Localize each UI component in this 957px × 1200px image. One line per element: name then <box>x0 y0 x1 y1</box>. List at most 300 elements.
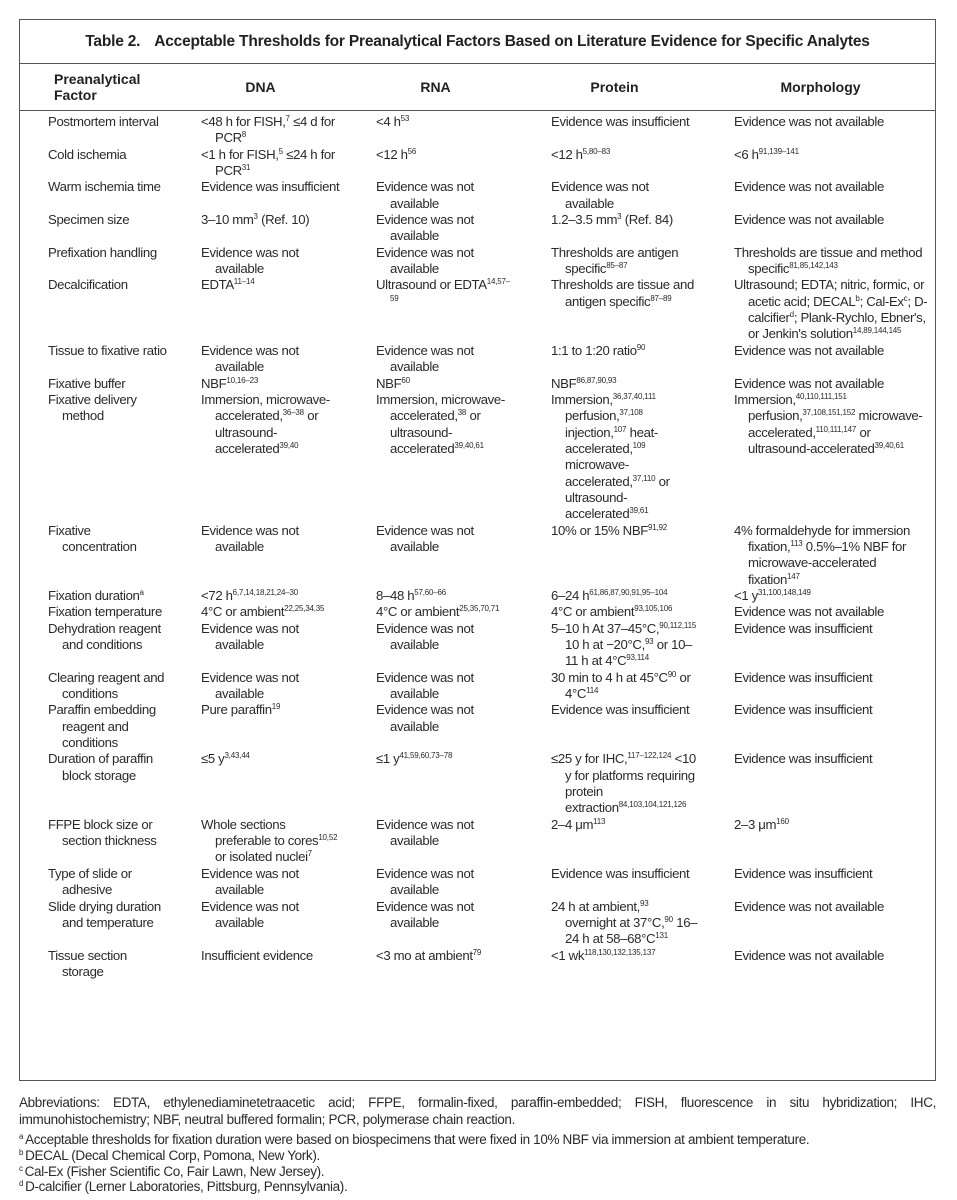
cell-morphology <box>706 588 935 604</box>
cell-content <box>376 114 517 130</box>
cell-text: Evidence was not available <box>734 898 884 914</box>
cell-content <box>551 343 700 359</box>
footnote <box>19 1132 936 1148</box>
cell-content <box>201 179 342 195</box>
cell-factor <box>20 277 173 342</box>
table-row <box>20 702 935 751</box>
cell-content <box>376 376 517 392</box>
reference-superscript: 31 <box>241 163 251 173</box>
cell-text: Evidence was not available <box>201 620 299 652</box>
table-row <box>20 147 935 180</box>
cell-text: <1 h for FISH, <box>201 146 279 162</box>
cell-text: Whole sections preferable to cores <box>201 816 319 849</box>
cell-text: Evidence was insufficient <box>734 669 873 685</box>
cell-dna <box>173 277 348 342</box>
cell-dna <box>173 899 348 948</box>
reference-superscript: 19 <box>271 702 281 712</box>
cell-text: Evidence was not available <box>376 620 474 652</box>
cell-content <box>201 114 342 147</box>
cell-text: Tissue section storage <box>48 947 127 979</box>
reference-superscript: 11–14 <box>233 277 255 287</box>
reference-superscript: a <box>139 587 144 597</box>
cell-text: Evidence was not available <box>201 669 299 702</box>
cell-dna <box>173 179 348 212</box>
cell-content <box>376 751 517 767</box>
cell-content <box>201 670 342 703</box>
table-title <box>20 20 935 64</box>
cell-text: perfusion, <box>748 408 803 424</box>
abbreviations-note: Abbreviations: EDTA, ethylenediaminetetraacetic acid; FFPE, formalin-fixed, paraffin-embedded; FISH, fluorescence in situ hybridization; IHC, immunohistochemistry; NBF, neutral buffered formalin; PCR, polymerase chain reaction. <box>19 1095 936 1127</box>
reference-superscript: 90 <box>667 669 677 679</box>
reference-superscript: 10,16–23 <box>226 375 259 385</box>
cell-protein <box>523 817 706 866</box>
table-row <box>20 670 935 703</box>
table-row <box>20 899 935 948</box>
cell-text: Evidence was not available <box>201 898 299 930</box>
cell-content <box>201 392 342 457</box>
reference-superscript: 38 <box>457 408 467 418</box>
cell-content <box>48 392 167 425</box>
cell-protein <box>523 899 706 948</box>
table-body <box>20 111 935 981</box>
footnote-text: D-calcifier (Lerner Laboratories, Pittsburg, Pennsylvania). <box>25 1179 348 1195</box>
cell-text: Evidence was not available <box>376 669 474 702</box>
cell-rna <box>348 523 523 588</box>
cell-content <box>734 817 929 833</box>
reference-superscript: 60 <box>401 375 410 385</box>
cell-text: Dehydration reagent and conditions <box>48 620 161 652</box>
cell-rna <box>348 245 523 278</box>
cell-text: heat-accelerated, <box>565 424 658 456</box>
cell-content <box>201 523 342 556</box>
cell-content <box>734 114 929 130</box>
header-dna: DNA <box>173 64 348 111</box>
table-row <box>20 376 935 392</box>
reference-superscript: 56 <box>407 146 417 156</box>
cell-morphology <box>706 702 935 751</box>
reference-superscript: 5,80–83 <box>582 146 611 156</box>
cell-protein <box>523 376 706 392</box>
table-row <box>20 948 935 981</box>
reference-superscript: b <box>855 293 860 303</box>
cell-text: Evidence was not available <box>376 179 474 211</box>
cell-content <box>551 277 700 310</box>
cell-text: Evidence was not available <box>376 816 474 849</box>
cell-text: <12 h <box>376 146 408 162</box>
cell-text: Evidence was not available <box>376 522 474 554</box>
reference-superscript: 93 <box>639 898 649 908</box>
cell-rna <box>348 751 523 816</box>
cell-content <box>376 948 517 964</box>
cell-content <box>48 212 167 228</box>
reference-superscript: 131 <box>655 931 668 941</box>
cell-content <box>551 899 700 948</box>
cell-dna <box>173 948 348 981</box>
cell-dna <box>173 523 348 588</box>
reference-superscript: 3,43,44 <box>224 751 250 761</box>
cell-content <box>551 392 700 523</box>
cell-text: Immersion, <box>551 391 613 407</box>
cell-text: 5–10 h At 37–45°C, <box>551 620 660 636</box>
cell-content <box>734 245 929 278</box>
cell-factor <box>20 948 173 981</box>
cell-content <box>48 621 167 654</box>
cell-dna <box>173 245 348 278</box>
table-row <box>20 866 935 899</box>
cell-rna <box>348 670 523 703</box>
cell-content <box>376 277 517 310</box>
cell-text: <4 h <box>376 114 401 129</box>
cell-text: microwave-accelerated, <box>565 457 633 489</box>
cell-dna <box>173 751 348 816</box>
cell-dna <box>173 212 348 245</box>
reference-superscript: 41,59,60,73–78 <box>399 751 453 761</box>
cell-text: Evidence was not available <box>376 342 474 375</box>
cell-content <box>551 212 700 228</box>
table-row <box>20 245 935 278</box>
cell-text: Evidence was not available <box>201 244 299 277</box>
cell-text: Evidence was insufficient <box>734 620 873 636</box>
cell-content <box>734 866 929 882</box>
reference-superscript: 36–38 <box>282 408 304 418</box>
cell-text: ≤25 y for IHC, <box>551 751 628 767</box>
cell-content <box>48 948 167 981</box>
cell-text: 0.5%–1% NBF for microwave-accelerated fixation <box>748 538 907 587</box>
cell-content <box>551 245 700 278</box>
reference-superscript: 7 <box>307 849 312 859</box>
cell-text: ; Plank-Rychlo, Ebner's, or Jenkin's solution <box>748 310 926 342</box>
cell-content <box>551 670 700 703</box>
cell-content <box>201 277 342 293</box>
cell-morphology <box>706 948 935 981</box>
cell-text: <1 y <box>734 587 758 603</box>
cell-morphology <box>706 817 935 866</box>
reference-superscript: 37,110 <box>632 473 656 483</box>
footnote <box>19 1148 936 1164</box>
cell-text: <72 h <box>201 587 233 603</box>
cell-text: Ultrasound; EDTA; nitric, formic, or acetic acid; DECAL <box>734 277 925 309</box>
cell-factor <box>20 751 173 816</box>
table-notes <box>19 1095 936 1195</box>
cell-text: <6 h <box>734 146 759 162</box>
cell-text: Prefixation handling <box>48 244 157 260</box>
cell-text: Evidence was not available <box>734 342 884 358</box>
cell-protein <box>523 245 706 278</box>
table-row <box>20 111 935 147</box>
cell-text: Pure paraffin <box>201 702 272 718</box>
cell-text: (Ref. 84) <box>621 212 673 228</box>
reference-superscript: 37,108 <box>619 408 643 418</box>
cell-content <box>734 392 929 457</box>
cell-factor <box>20 588 173 604</box>
reference-superscript: 79 <box>472 947 482 957</box>
reference-superscript: 40,110,111,151 <box>795 391 847 401</box>
cell-content <box>551 948 700 964</box>
reference-superscript: 90,112,115 <box>659 620 697 630</box>
cell-rna <box>348 899 523 948</box>
cell-text: 4% formaldehyde for immersion fixation, <box>734 522 911 554</box>
cell-protein <box>523 392 706 523</box>
cell-factor <box>20 817 173 866</box>
cell-protein <box>523 111 706 147</box>
cell-factor <box>20 621 173 670</box>
cell-content <box>376 817 517 850</box>
cell-text: Thresholds are tissue and antigen specific <box>551 277 694 309</box>
reference-superscript: 39,40 <box>279 440 299 450</box>
cell-content <box>48 604 167 620</box>
cell-text: Immersion, microwave-accelerated, <box>376 391 505 424</box>
thresholds-table <box>20 64 935 980</box>
table-row <box>20 343 935 376</box>
table-row <box>20 277 935 342</box>
cell-text: <3 mo at ambient <box>376 947 473 963</box>
cell-content <box>551 523 700 539</box>
cell-content <box>551 147 700 163</box>
cell-morphology <box>706 212 935 245</box>
cell-factor <box>20 899 173 948</box>
reference-superscript: 39,61 <box>629 506 649 516</box>
reference-superscript: 114 <box>586 686 599 696</box>
cell-rna <box>348 817 523 866</box>
cell-text: 30 min to 4 h at 45°C <box>551 669 668 685</box>
cell-rna <box>348 948 523 981</box>
cell-content <box>376 147 517 163</box>
reference-superscript: 14,89,144,145 <box>852 326 902 336</box>
cell-rna <box>348 588 523 604</box>
cell-text: ≤24 h for PCR <box>215 146 335 179</box>
cell-content <box>734 343 929 359</box>
cell-text: Paraffin embedding reagent and conditions <box>48 702 156 751</box>
footnote <box>19 1164 936 1180</box>
cell-text: or 4°C <box>565 669 691 702</box>
cell-text: 10 h at −20°C, <box>565 637 645 652</box>
reference-superscript: 90 <box>664 914 673 924</box>
reference-superscript: c <box>903 293 908 303</box>
reference-superscript: 147 <box>786 571 800 581</box>
cell-content <box>48 702 167 751</box>
cell-content <box>376 392 517 457</box>
cell-content <box>376 245 517 278</box>
footnote-text: Cal-Ex (Fisher Scientific Co, Fair Lawn, New Jersey). <box>24 1163 325 1179</box>
cell-text: Evidence was not available <box>734 212 884 228</box>
cell-text: 8–48 h <box>376 587 415 603</box>
cell-morphology <box>706 621 935 670</box>
cell-morphology <box>706 670 935 703</box>
footnote <box>19 1179 936 1195</box>
cell-content <box>48 588 167 604</box>
cell-text: 2–4 μm <box>551 816 594 832</box>
cell-factor <box>20 604 173 620</box>
cell-text: Fixative concentration <box>48 522 137 554</box>
cell-morphology <box>706 899 935 948</box>
reference-superscript: 160 <box>776 816 789 826</box>
cell-text: Evidence was not available <box>734 375 884 391</box>
cell-factor <box>20 866 173 899</box>
cell-text: Evidence was not available <box>376 898 474 930</box>
table-row <box>20 621 935 670</box>
table-row <box>20 604 935 620</box>
cell-content <box>48 277 167 293</box>
footnote-mark: c <box>19 1163 23 1173</box>
table-row <box>20 179 935 212</box>
cell-text: Evidence was not available <box>734 947 884 963</box>
reference-superscript: 3 <box>253 212 258 222</box>
cell-morphology <box>706 376 935 392</box>
cell-content <box>48 179 167 195</box>
cell-content <box>734 212 929 228</box>
reference-superscript: 87–89 <box>650 293 672 303</box>
cell-text: Specimen size <box>48 212 130 228</box>
cell-morphology <box>706 523 935 588</box>
cell-content <box>734 702 929 718</box>
reference-superscript: 90 <box>636 342 646 352</box>
reference-superscript: 10,52 <box>318 833 338 843</box>
cell-factor <box>20 111 173 147</box>
cell-content <box>201 866 342 899</box>
cell-dna <box>173 111 348 147</box>
cell-morphology <box>706 277 935 342</box>
cell-content <box>376 523 517 556</box>
cell-factor <box>20 343 173 376</box>
cell-dna <box>173 588 348 604</box>
table-title-text: Acceptable Thresholds for Preanalytical Factors Based on Literature Evidence for Specific Analytes <box>154 33 870 50</box>
cell-dna <box>173 604 348 620</box>
cell-dna <box>173 670 348 703</box>
footnote-mark: a <box>19 1132 24 1141</box>
cell-factor <box>20 245 173 278</box>
cell-text: overnight at 37°C, <box>565 914 665 930</box>
cell-protein <box>523 523 706 588</box>
table-label: Table 2. <box>85 33 141 50</box>
cell-text: NBF <box>376 375 402 391</box>
cell-text: Cold ischemia <box>48 146 127 162</box>
cell-morphology <box>706 343 935 376</box>
cell-text: <10 y for platforms requiring protein extraction <box>565 751 696 816</box>
cell-text: ; Cal-Ex <box>859 293 904 309</box>
cell-content <box>48 147 167 163</box>
reference-superscript: 81,85,142,143 <box>789 261 838 271</box>
cell-content <box>551 702 700 718</box>
cell-content <box>376 702 517 735</box>
footnote-text: DECAL (Decal Chemical Corp, Pomona, New York). <box>25 1147 320 1163</box>
cell-text: 3–10 mm <box>201 212 254 228</box>
reference-superscript: 39,40,61 <box>454 440 484 450</box>
cell-dna <box>173 392 348 523</box>
cell-rna <box>348 392 523 523</box>
reference-superscript: 113 <box>593 816 606 826</box>
cell-text: <48 h for FISH, <box>201 114 286 129</box>
cell-text: or 10–11 h at 4°C <box>565 637 693 669</box>
cell-content <box>734 670 929 686</box>
cell-text: Fixation temperature <box>48 604 162 620</box>
cell-content <box>48 751 167 784</box>
cell-text: Evidence was insufficient <box>734 751 873 767</box>
reference-superscript: 86,87,90,93 <box>576 375 617 385</box>
cell-content <box>551 114 700 130</box>
cell-content <box>48 343 167 359</box>
cell-content <box>551 817 700 833</box>
reference-superscript: 7 <box>285 114 290 123</box>
cell-content <box>48 817 167 850</box>
reference-superscript: 91,92 <box>647 522 668 532</box>
cell-content <box>734 523 929 588</box>
cell-content <box>734 621 929 637</box>
footnote-mark: d <box>19 1179 24 1189</box>
cell-content <box>734 604 929 620</box>
cell-protein <box>523 212 706 245</box>
cell-content <box>201 343 342 376</box>
cell-protein <box>523 147 706 180</box>
reference-superscript: 85–87 <box>606 261 628 271</box>
header-rna: RNA <box>348 64 523 111</box>
header-protein: Protein <box>523 64 706 111</box>
cell-protein <box>523 702 706 751</box>
cell-protein <box>523 588 706 604</box>
cell-content <box>201 245 342 278</box>
cell-text: injection, <box>565 424 614 440</box>
cell-content <box>376 212 517 245</box>
reference-superscript: 93,114 <box>626 653 649 663</box>
cell-text: <1 wk <box>551 947 585 963</box>
cell-morphology <box>706 245 935 278</box>
cell-factor <box>20 212 173 245</box>
cell-text: EDTA <box>201 277 234 293</box>
cell-text: NBF <box>551 375 577 391</box>
cell-dna <box>173 376 348 392</box>
cell-text: ≤5 y <box>201 751 225 767</box>
cell-text: Evidence was not available <box>376 865 474 898</box>
cell-content <box>48 523 167 556</box>
cell-content <box>376 343 517 376</box>
reference-superscript: 25,35,70,71 <box>459 604 500 614</box>
cell-content <box>201 147 342 180</box>
table-row <box>20 392 935 523</box>
cell-text: 4°C or ambient <box>376 604 460 620</box>
reference-superscript: 93,105,106 <box>634 604 673 614</box>
cell-factor <box>20 147 173 180</box>
cell-protein <box>523 621 706 670</box>
cell-text: Evidence was not available <box>734 604 884 620</box>
cell-text: Evidence was insufficient <box>551 865 690 881</box>
cell-text: Evidence was not available <box>201 342 299 375</box>
reference-superscript: 57,60–66 <box>414 587 447 597</box>
cell-content <box>201 588 342 604</box>
cell-content <box>48 670 167 703</box>
footnote-text: Acceptable thresholds for fixation duration were based on biospecimens that were fixed in 10% NBF via immersion at ambient temperature. <box>25 1132 810 1147</box>
cell-content <box>734 147 929 163</box>
cell-text: Fixation duration <box>48 587 140 603</box>
cell-content <box>48 245 167 261</box>
cell-text: Fixative buffer <box>48 375 126 391</box>
cell-content <box>48 866 167 899</box>
cell-text: or ultrasound-accelerated <box>215 408 319 456</box>
footnote-mark: b <box>19 1147 24 1157</box>
reference-superscript: 107 <box>613 424 627 434</box>
cell-morphology <box>706 111 935 147</box>
cell-text: Evidence was not available <box>376 244 474 277</box>
reference-superscript: 5 <box>278 146 283 156</box>
cell-text: Evidence was insufficient <box>734 702 873 718</box>
cell-text: FFPE block size or section thickness <box>48 816 157 849</box>
cell-content <box>734 179 929 195</box>
cell-text: Evidence was not available <box>376 702 474 734</box>
table-row <box>20 212 935 245</box>
reference-superscript: 53 <box>400 114 410 123</box>
cell-content <box>376 866 517 899</box>
cell-text: NBF <box>201 375 227 391</box>
cell-rna <box>348 621 523 670</box>
cell-rna <box>348 376 523 392</box>
